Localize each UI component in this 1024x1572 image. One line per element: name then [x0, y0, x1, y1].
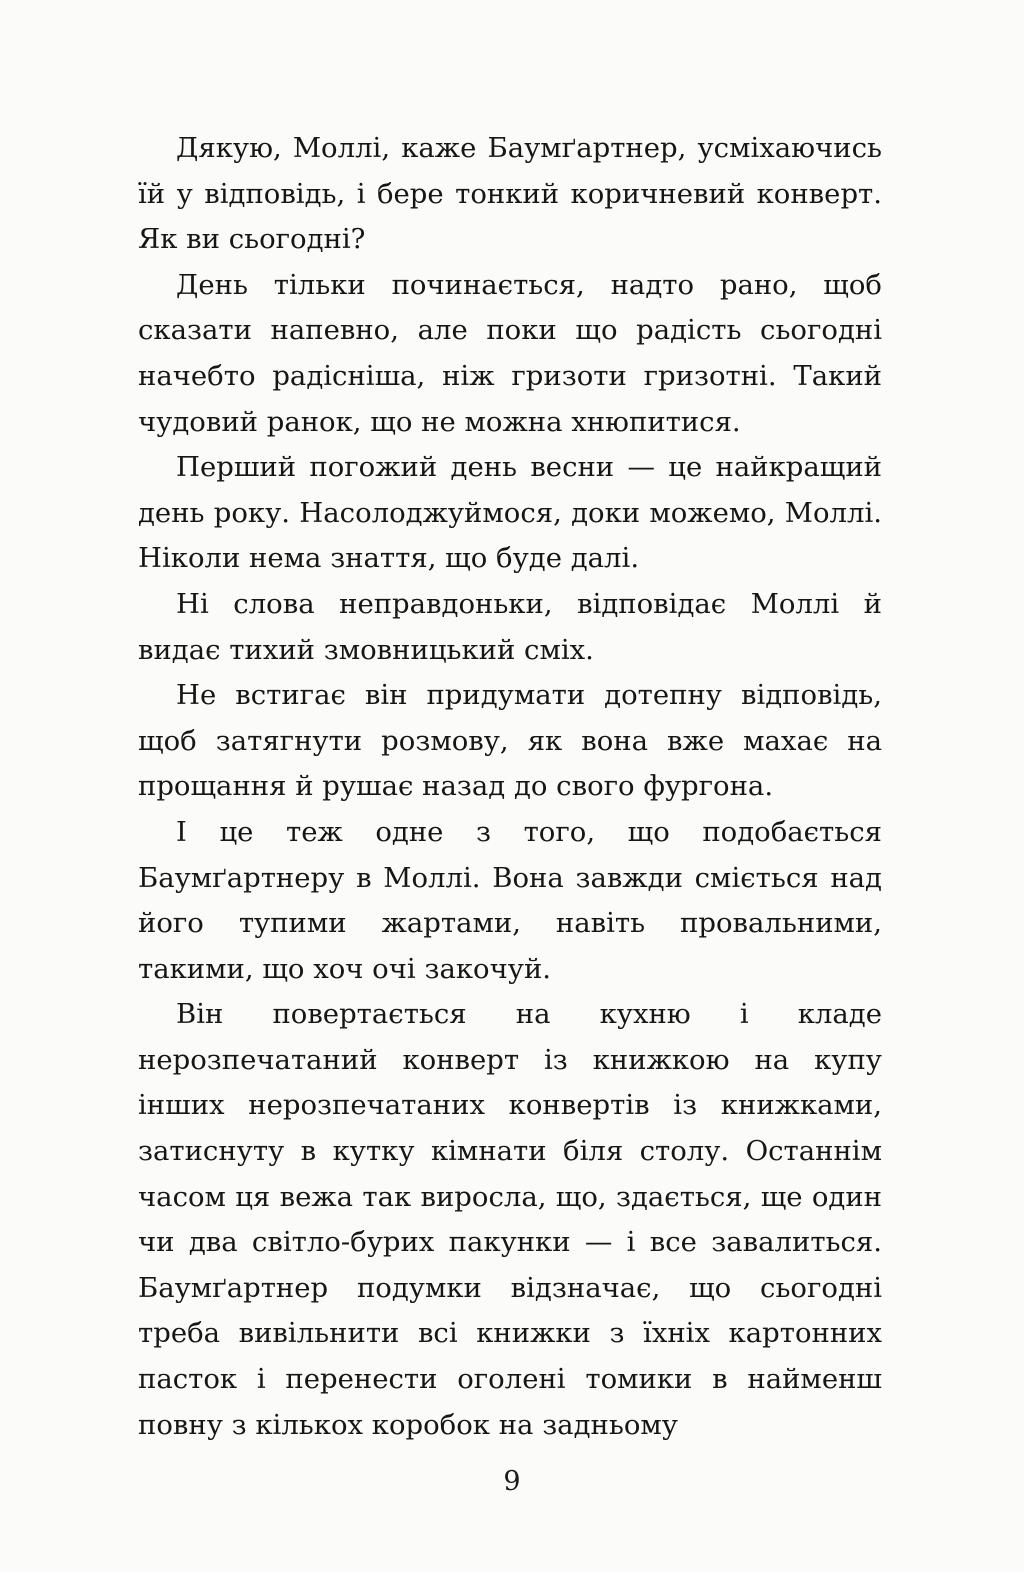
- paragraph: День тільки починається, надто рано, щоб сказати напевно, але поки що радість сьогодні начебто радісніша, ніж гризоти гризотні. Такий чудовий ранок, що не можна хнюпитися.: [138, 268, 882, 438]
- paragraph: І це теж одне з того, що подобається Баумґартнеру в Моллі. Вона завжди сміється над його тупими жартами, навіть провальними, такими, що хоч очі закочуй.: [138, 815, 882, 985]
- paragraph: Ні слова неправдоньки, відповідає Моллі й видає тихий змовницький сміх.: [138, 587, 882, 666]
- paragraph: Дякую, Моллі, каже Баумґартнер, усміхаючись їй у відповідь, і бере тонкий коричневий конверт. Як ви сьогодні?: [138, 132, 882, 256]
- body-text: [138, 126, 882, 1448]
- paragraph: Не встигає він придумати дотепну відповідь, щоб затягнути розмову, як вона вже махає на прощання й рушає назад до свого фургона.: [138, 679, 882, 803]
- page-number: 9: [503, 1466, 521, 1497]
- paragraph: Перший погожий день весни — це найкращий день року. Насолоджуймося, доки можемо, Моллі. Ніколи нема знаття, що буде далі.: [138, 451, 882, 575]
- paragraph: Він повертається на кухню і кладе нерозпечатаний конверт із книжкою на купу інших нерозпечатаних конвертів із книжками, затиснуту в кутку кімнати біля столу. Останнім часом ця вежа так виросла, що, здається, ще один чи два світло-бурих пакунки — і все завалиться. Баумґартнер подумки відзначає, що сьогодні треба вивільнити всі книжки з їхніх картонних пасток і перенести оголені томики в найменш повну з кількох коробок на задньому: [138, 998, 882, 1441]
